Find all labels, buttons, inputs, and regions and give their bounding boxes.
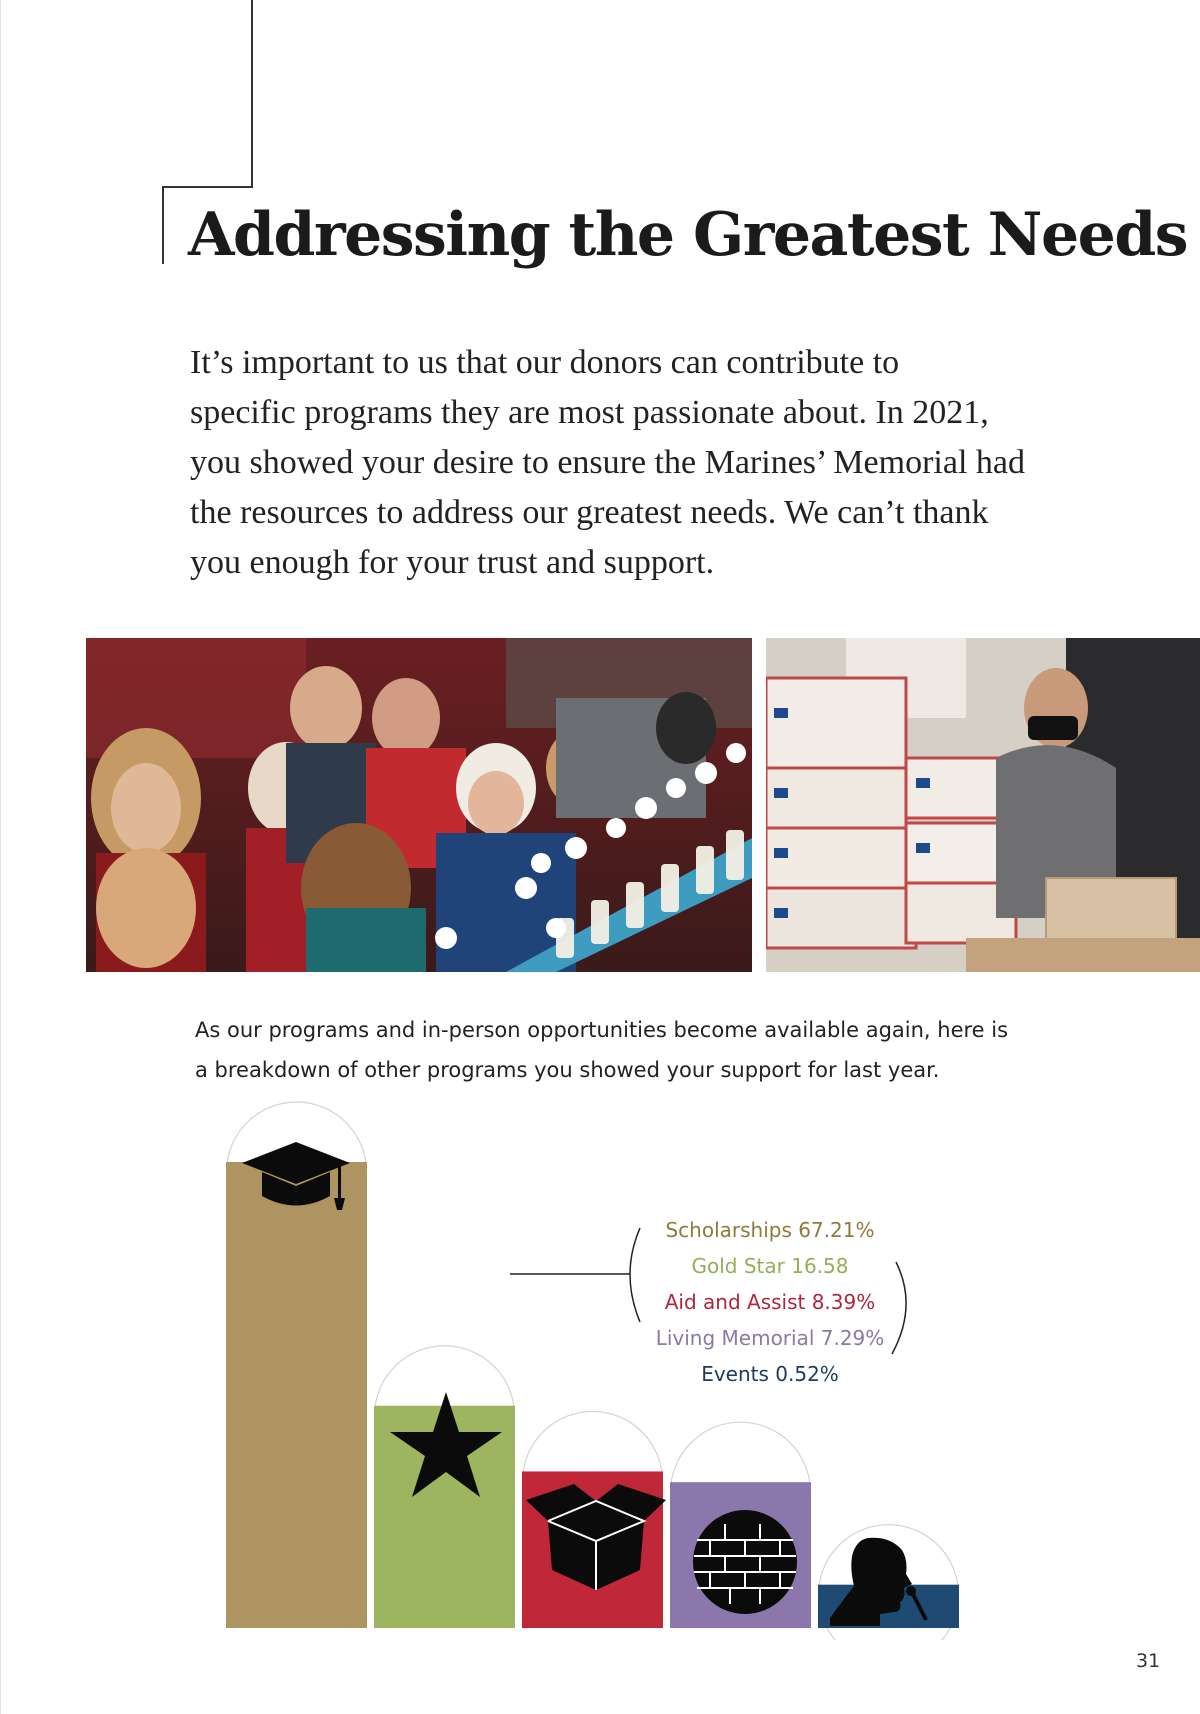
caption-line: a breakdown of other programs you showed your support for last year. [195,1058,940,1082]
chart-legend [640,1212,900,1392]
remembrance-ceremony-photo [86,638,752,972]
page-number: 31 [1136,1650,1161,1672]
chart-caption [195,1010,1115,1090]
intro-line: you showed your desire to ensure the Marines’ Memorial had [190,444,1025,481]
intro-line: the resources to address our greatest needs. We can’t thank [190,494,989,531]
legend-bracket-left [630,1228,640,1322]
remembrance-ceremony-illustration [86,638,752,972]
brick-wall-icon [693,1510,797,1614]
intro-paragraph [190,338,1120,588]
corner-rule-vertical-left [162,186,164,264]
page-title: Addressing the Greatest Needs [188,200,1188,270]
program-support-bar-chart [0,1100,1200,1640]
intro-line: you enough for your trust and support. [190,544,715,581]
bar-scholarships [226,1162,367,1628]
legend-item-gold-star: Gold Star 16.58 [691,1254,849,1278]
corner-rule-vertical [251,0,253,187]
legend-item-scholarships: Scholarships 67.21% [665,1218,875,1242]
care-package-illustration [766,638,1200,972]
intro-line: It’s important to us that our donors can contribute to [190,344,900,381]
corner-rule-horizontal [162,186,253,188]
caption-line: As our programs and in-person opportunities become available again, here is [195,1018,1009,1042]
legend-item-aid-and-assist: Aid and Assist 8.39% [664,1290,876,1314]
legend-item-living-memorial: Living Memorial 7.29% [655,1326,885,1350]
care-package-boxes-photo [766,638,1200,972]
intro-line: specific programs they are most passionate about. In 2021, [190,394,989,431]
legend-item-events: Events 0.52% [701,1362,839,1386]
